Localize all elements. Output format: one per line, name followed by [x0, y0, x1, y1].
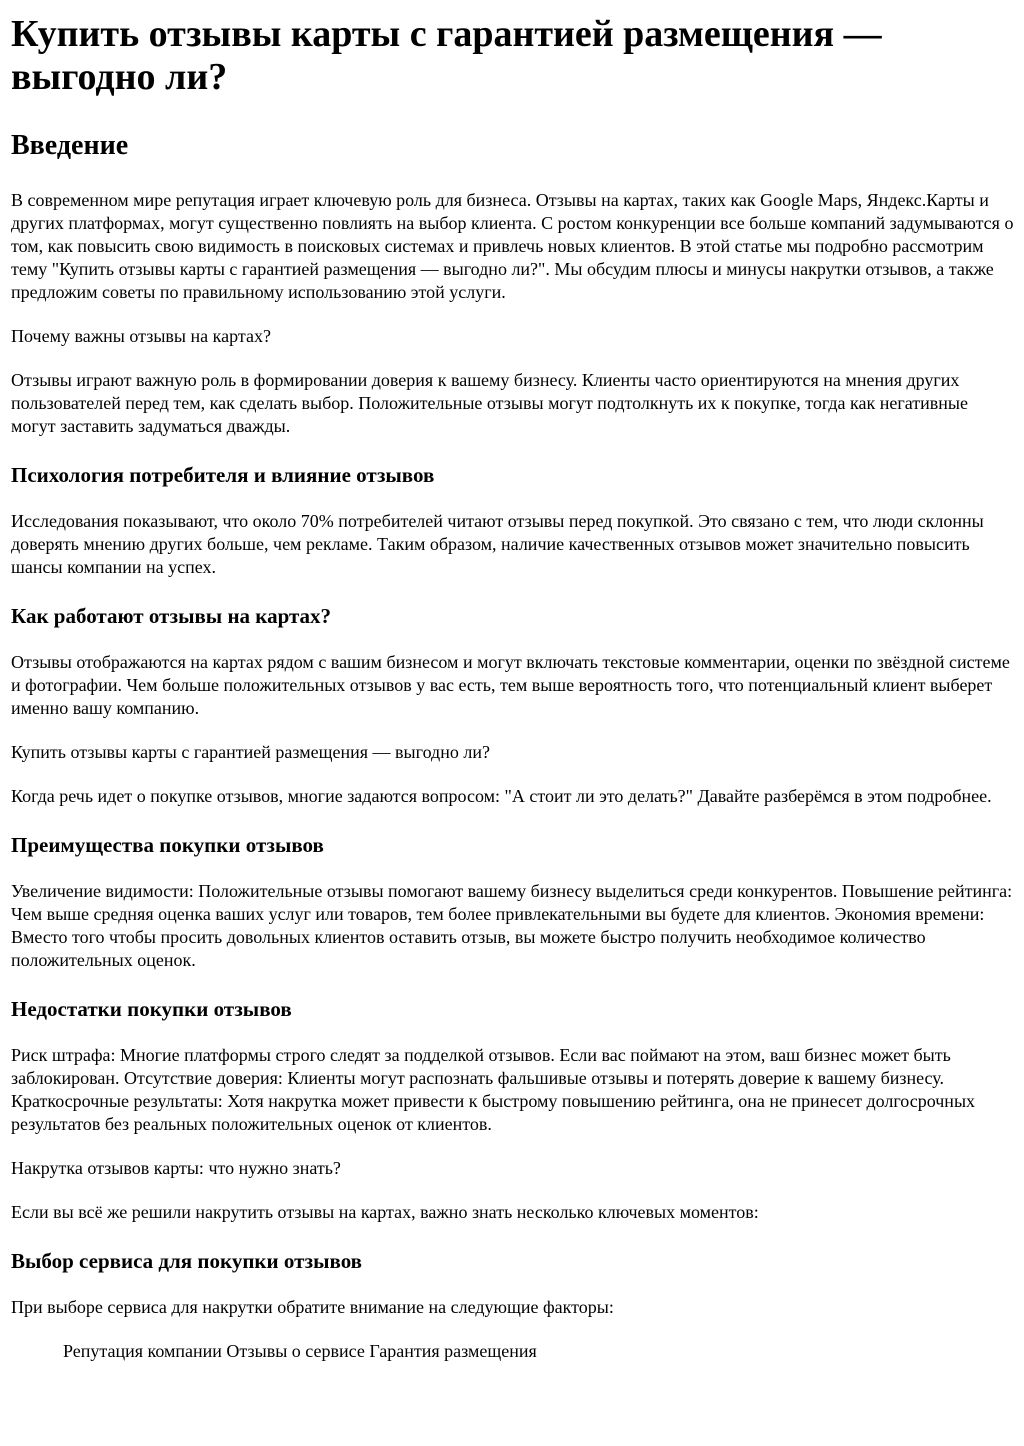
- intro-heading: Введение: [11, 130, 129, 161]
- service-paragraph: При выборе сервиса для накрутки обратите внимание на следующие факторы:: [11, 1297, 614, 1317]
- why-important-paragraph: Отзывы играют важную роль в формировании доверия к вашему бизнесу. Клиенты часто ориентируются на мнения других пользователей перед тем, как сделать выбор. Положительные отзывы могут подтолкнуть их к покупке, тогда как негативные могут заставить задуматься дважды.: [11, 370, 968, 436]
- service-factors-list: [11, 1319, 1014, 1363]
- buy-label: Купить отзывы карты с гарантией размещения — выгодно ли?: [11, 742, 490, 762]
- why-important-label: Почему важны отзывы на картах?: [11, 326, 271, 346]
- service-heading: Выбор сервиса для покупки отзывов: [11, 1249, 363, 1273]
- advantages-paragraph: Увеличение видимости: Положительные отзывы помогают вашему бизнесу выделиться среди конкурентов. Повышение рейтинга: Чем выше средняя оценка ваших услуг или товаров, тем более привлекательными вы будете для клиентов. Экономия времени: Вместо того чтобы просить довольных клиентов оставить отзыв, вы можете быстро получить необходимое количество положительных оценок.: [11, 881, 1013, 970]
- boost-label: Накрутка отзывов карты: что нужно знать?: [11, 1158, 341, 1178]
- how-work-paragraph: Отзывы отображаются на картах рядом с вашим бизнесом и могут включать текстовые комментарии, оценки по звёздной системе и фотографии. Чем больше положительных отзывов у вас есть, тем выше вероятность того, что потенциальный клиент выберет именно вашу компанию.: [11, 652, 1010, 718]
- psychology-heading: Психология потребителя и влияние отзывов: [11, 463, 435, 487]
- advantages-heading: Преимущества покупки отзывов: [11, 833, 324, 857]
- list-item: Репутация компании Отзывы о сервисе Гарантия размещения: [63, 1341, 537, 1361]
- boost-paragraph: Если вы всё же решили накрутить отзывы на картах, важно знать несколько ключевых моментов:: [11, 1202, 759, 1222]
- article-title: Купить отзывы карты с гарантией размещения — выгодно ли?: [11, 13, 882, 98]
- how-work-heading: Как работают отзывы на картах?: [11, 604, 332, 628]
- buy-paragraph: Когда речь идет о покупке отзывов, многие задаются вопросом: "А стоит ли это делать?" Давайте разберёмся в этом подробнее.: [11, 786, 992, 806]
- psychology-paragraph: Исследования показывают, что около 70% потребителей читают отзывы перед покупкой. Это связано с тем, что люди склонны доверять мнению других больше, чем рекламе. Таким образом, наличие качественных отзывов может значительно повысить шансы компании на успех.: [11, 511, 984, 577]
- disadvantages-heading: Недостатки покупки отзывов: [11, 997, 292, 1021]
- disadvantages-paragraph: Риск штрафа: Многие платформы строго следят за подделкой отзывов. Если вас поймают на этом, ваш бизнес может быть заблокирован. Отсутствие доверия: Клиенты могут распознать фальшивые отзывы и потерять доверие к вашему бизнесу. Краткосрочные результаты: Хотя накрутка может привести к быстрому повышению рейтинга, она не принесет долгосрочных результатов без реальных положительных оценок от клиентов.: [11, 1045, 976, 1134]
- intro-paragraph: В современном мире репутация играет ключевую роль для бизнеса. Отзывы на картах, таких как Google Maps, Яндекс.Карты и других платформах, могут существенно повлиять на выбор клиента. С ростом конкуренции все больше компаний задумываются о том, как повысить свою видимость в поисковых системах и привлечь новых клиентов. В этой статье мы подробно рассмотрим тему "Купить отзывы карты с гарантией размещения — выгодно ли?". Мы обсудим плюсы и минусы накрутки отзывов, а также предложим советы по правильному использованию этой услуги.: [11, 190, 1014, 302]
